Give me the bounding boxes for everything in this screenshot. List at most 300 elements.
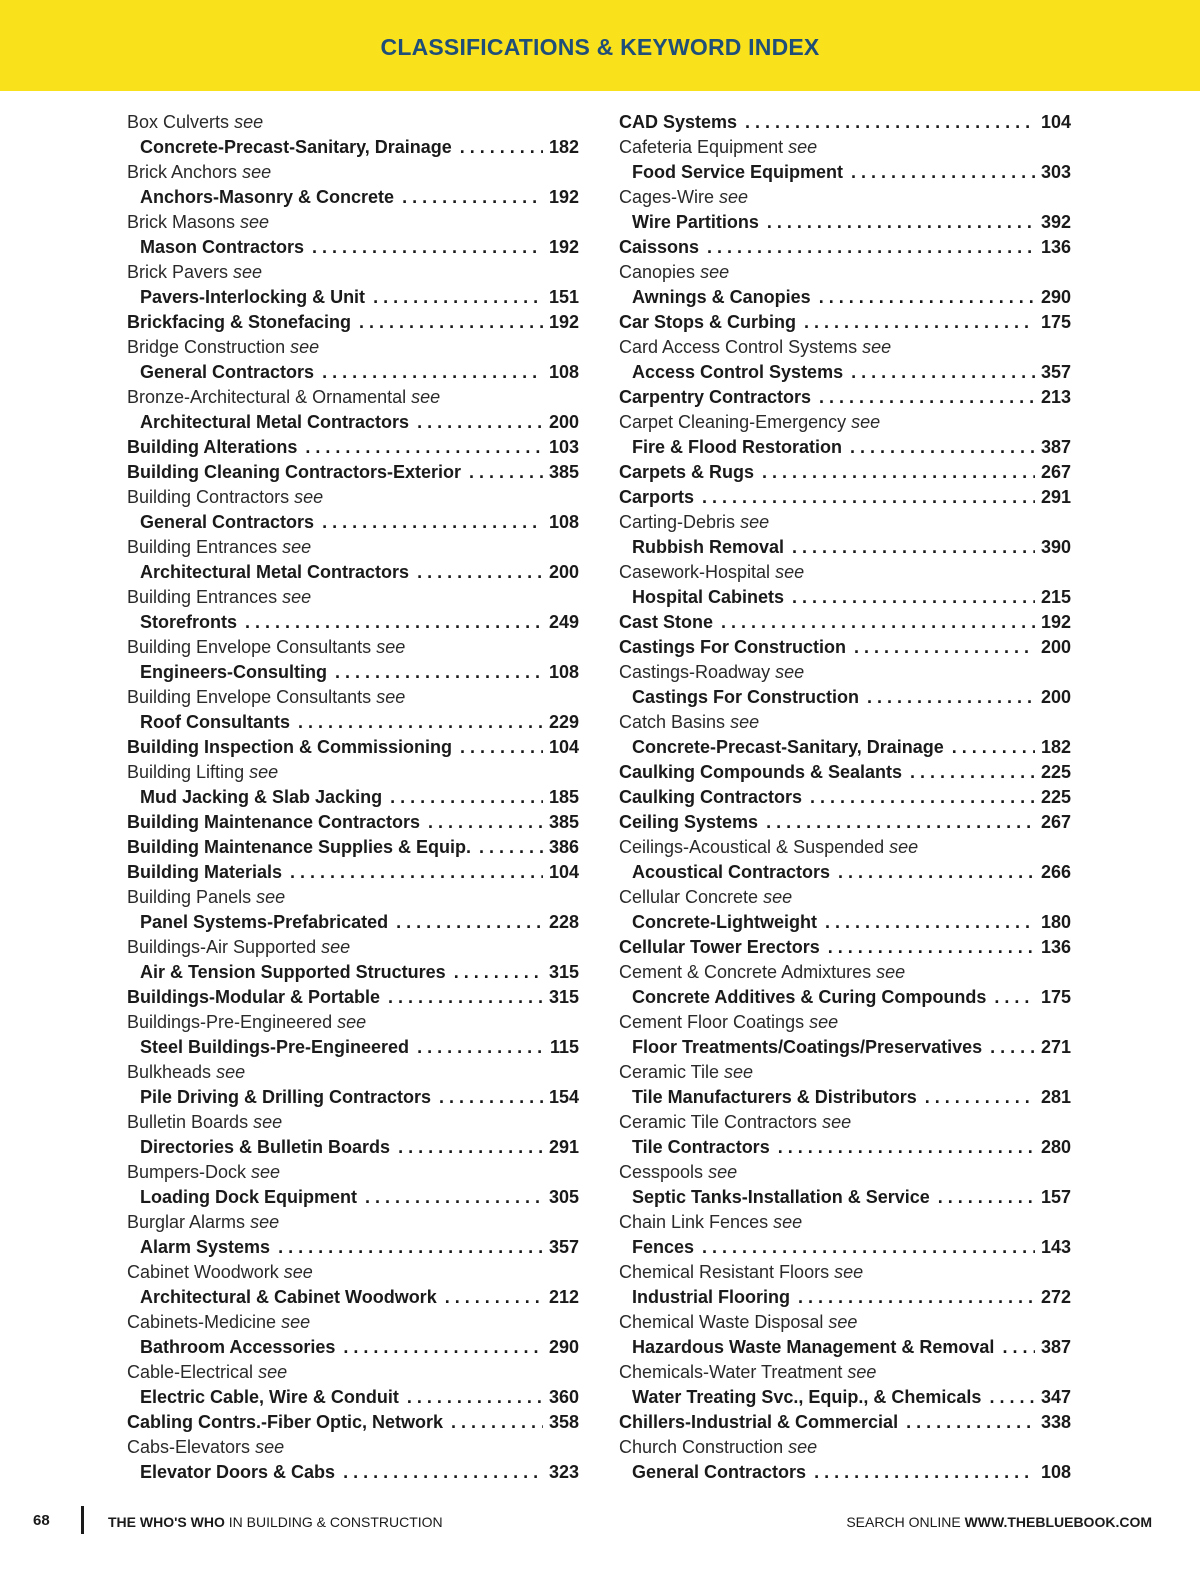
- entry-page-number: 104: [548, 737, 579, 757]
- entry-page-number: 154: [548, 1087, 579, 1107]
- entry-classification: Architectural Metal Contractors: [140, 412, 410, 432]
- website-link[interactable]: WWW.THEBLUEBOOK.COM: [964, 1514, 1152, 1530]
- index-see-reference: [619, 1110, 1071, 1135]
- see-term: Ceramic Tile Contractors: [619, 1112, 818, 1132]
- index-entry: [127, 710, 579, 735]
- entry-page-number: 225: [1040, 762, 1071, 782]
- entry-page-number: 180: [1040, 912, 1071, 932]
- index-entry: [619, 1035, 1071, 1060]
- index-entry: [619, 1085, 1071, 1110]
- see-term: Ceilings-Acoustical & Suspended: [619, 837, 885, 857]
- see-word: see: [376, 687, 406, 707]
- see-term: Chemicals-Water Treatment: [619, 1362, 843, 1382]
- entry-classification: Cabling Contrs.-Fiber Optic, Network: [127, 1412, 444, 1432]
- index-see-reference: [127, 535, 579, 560]
- entry-page-number: 385: [548, 812, 579, 832]
- entry-classification: Carpentry Contractors: [619, 387, 812, 407]
- dot-leader: [694, 485, 1035, 510]
- index-entry: [619, 635, 1071, 660]
- index-entry: [619, 1460, 1071, 1485]
- index-entry: [127, 1410, 579, 1435]
- entry-page-number: 200: [548, 412, 579, 432]
- page-title: CLASSIFICATIONS & KEYWORD INDEX: [380, 34, 820, 60]
- index-see-reference: [619, 1160, 1071, 1185]
- index-see-reference: [127, 1110, 579, 1135]
- index-entry: [619, 310, 1071, 335]
- dot-leader: [314, 360, 543, 385]
- publication-name-bold: THE WHO'S WHO: [108, 1514, 225, 1530]
- see-term: Ceramic Tile: [619, 1062, 720, 1082]
- dot-leader: [898, 1410, 1035, 1435]
- entry-page-number: 104: [1040, 112, 1071, 132]
- see-word: see: [775, 562, 805, 582]
- see-word: see: [294, 487, 324, 507]
- entry-classification: Carports: [619, 487, 695, 507]
- footer-divider: [81, 1506, 84, 1534]
- index-entry: [619, 385, 1071, 410]
- index-entry: [619, 285, 1071, 310]
- dot-leader: [784, 585, 1035, 610]
- entry-classification: Electric Cable, Wire & Conduit: [140, 1387, 399, 1407]
- see-term: Buildings-Pre-Engineered: [127, 1012, 333, 1032]
- see-term: Cabinets-Medicine: [127, 1312, 277, 1332]
- see-word: see: [411, 387, 441, 407]
- see-term: Cellular Concrete: [619, 887, 759, 907]
- see-term: Brick Masons: [127, 212, 236, 232]
- entry-classification: Engineers-Consulting: [140, 662, 328, 682]
- entry-classification: Panel Systems-Prefabricated: [140, 912, 389, 932]
- entry-classification: Anchors-Masonry & Concrete: [140, 187, 395, 207]
- index-entry: [127, 1135, 579, 1160]
- see-word: see: [775, 662, 805, 682]
- index-see-reference: [127, 485, 579, 510]
- index-entry: [127, 810, 579, 835]
- entry-classification: Building Maintenance Supplies & Equip.: [127, 837, 472, 857]
- entry-classification: General Contractors: [632, 1462, 807, 1482]
- dot-leader: [859, 685, 1035, 710]
- index-see-reference: [619, 1010, 1071, 1035]
- index-entry: [127, 835, 579, 860]
- entry-classification: Air & Tension Supported Structures: [140, 962, 446, 982]
- index-entry: [619, 435, 1071, 460]
- header-banner: [0, 0, 1200, 91]
- entry-classification: Caissons: [619, 237, 700, 257]
- entry-page-number: 315: [548, 962, 579, 982]
- index-see-reference: [619, 260, 1071, 285]
- see-word: see: [282, 587, 312, 607]
- see-term: Chain Link Fences: [619, 1212, 769, 1232]
- see-word: see: [242, 162, 272, 182]
- entry-classification: Rubbish Removal: [632, 537, 785, 557]
- index-see-reference: [619, 1360, 1071, 1385]
- entry-classification: Castings For Construction: [619, 637, 847, 657]
- see-word: see: [773, 1212, 803, 1232]
- see-term: Building Lifting: [127, 762, 245, 782]
- see-word: see: [876, 962, 906, 982]
- index-see-reference: [127, 1435, 579, 1460]
- entry-page-number: 157: [1040, 1187, 1071, 1207]
- dot-leader: [327, 660, 543, 685]
- see-word: see: [234, 112, 264, 132]
- see-word: see: [283, 1262, 313, 1282]
- see-term: Building Envelope Consultants: [127, 687, 372, 707]
- see-word: see: [249, 762, 279, 782]
- see-word: see: [258, 1362, 288, 1382]
- see-word: see: [730, 712, 760, 732]
- see-word: see: [822, 1112, 852, 1132]
- index-entry: [619, 610, 1071, 635]
- dot-leader: [420, 810, 543, 835]
- entry-page-number: 303: [1040, 162, 1071, 182]
- index-entry: [619, 235, 1071, 260]
- dot-leader: [802, 785, 1035, 810]
- entry-classification: Caulking Compounds & Sealants: [619, 762, 903, 782]
- see-term: Carting-Debris: [619, 512, 736, 532]
- dot-leader: [282, 860, 543, 885]
- entry-classification: Building Materials: [127, 862, 283, 882]
- entry-page-number: 104: [548, 862, 579, 882]
- see-word: see: [740, 512, 770, 532]
- index-entry: [619, 1185, 1071, 1210]
- index-see-reference: [619, 835, 1071, 860]
- entry-classification: Tile Contractors: [632, 1137, 770, 1157]
- entry-page-number: 108: [548, 362, 579, 382]
- index-see-reference: [127, 1060, 579, 1085]
- index-see-reference: [619, 1260, 1071, 1285]
- entry-page-number: 390: [1040, 537, 1071, 557]
- entry-page-number: 108: [1040, 1462, 1071, 1482]
- index-entry: [127, 410, 579, 435]
- entry-classification: Caulking Contractors: [619, 787, 803, 807]
- index-entry: [619, 810, 1071, 835]
- dot-leader: [409, 560, 543, 585]
- index-entry: [127, 285, 579, 310]
- see-word: see: [255, 1437, 285, 1457]
- dot-leader: [237, 610, 543, 635]
- entry-page-number: 200: [1040, 687, 1071, 707]
- entry-page-number: 305: [548, 1187, 579, 1207]
- index-entry: [619, 110, 1071, 135]
- entry-page-number: 143: [1040, 1237, 1071, 1257]
- index-entry: [619, 985, 1071, 1010]
- entry-classification: General Contractors: [140, 362, 315, 382]
- dot-leader: [335, 1460, 543, 1485]
- index-see-reference: [619, 335, 1071, 360]
- dot-leader: [930, 1185, 1035, 1210]
- index-see-reference: [127, 885, 579, 910]
- index-entry: [619, 485, 1071, 510]
- entry-page-number: 271: [1040, 1037, 1071, 1057]
- entry-page-number: 249: [548, 612, 579, 632]
- dot-leader: [452, 135, 543, 160]
- entry-classification: Buildings-Modular & Portable: [127, 987, 381, 1007]
- see-word: see: [719, 187, 749, 207]
- entry-classification: Architectural Metal Contractors: [140, 562, 410, 582]
- index-entry: [127, 135, 579, 160]
- dot-leader: [846, 635, 1035, 660]
- entry-classification: Chillers-Industrial & Commercial: [619, 1412, 899, 1432]
- see-term: Brick Anchors: [127, 162, 238, 182]
- entry-page-number: 291: [1040, 487, 1071, 507]
- index-entry: [619, 585, 1071, 610]
- entry-classification: Pavers-Interlocking & Unit: [140, 287, 366, 307]
- entry-classification: Mason Contractors: [140, 237, 305, 257]
- entry-page-number: 108: [548, 662, 579, 682]
- index-see-reference: [127, 1160, 579, 1185]
- entry-classification: Car Stops & Curbing: [619, 312, 797, 332]
- index-entry: [127, 310, 579, 335]
- see-word: see: [851, 412, 881, 432]
- page-number: 68: [33, 1512, 50, 1529]
- see-word: see: [233, 262, 263, 282]
- index-entry: [127, 1460, 579, 1485]
- dot-leader: [452, 735, 543, 760]
- index-see-reference: [619, 1310, 1071, 1335]
- index-entry: [619, 360, 1071, 385]
- dot-leader: [944, 735, 1035, 760]
- entry-page-number: 182: [1040, 737, 1071, 757]
- index-entry: [127, 460, 579, 485]
- index-entry: [127, 235, 579, 260]
- dot-leader: [790, 1285, 1035, 1310]
- entry-page-number: 212: [548, 1287, 579, 1307]
- dot-leader: [982, 1035, 1035, 1060]
- index-entry: [619, 460, 1071, 485]
- index-see-reference: [619, 1060, 1071, 1085]
- see-word: see: [256, 887, 286, 907]
- index-see-reference: [127, 110, 579, 135]
- index-entry: [127, 1185, 579, 1210]
- entry-page-number: 192: [548, 237, 579, 257]
- see-term: Cement Floor Coatings: [619, 1012, 805, 1032]
- entry-classification: Cellular Tower Erectors: [619, 937, 820, 957]
- see-word: see: [828, 1312, 858, 1332]
- publication-name: [108, 1514, 443, 1530]
- see-word: see: [321, 937, 351, 957]
- see-term: Cement & Concrete Admixtures: [619, 962, 872, 982]
- index-see-reference: [127, 935, 579, 960]
- entry-page-number: 290: [1040, 287, 1071, 307]
- search-online-label: SEARCH ONLINE: [846, 1514, 965, 1530]
- index-entry: [619, 760, 1071, 785]
- index-entry: [127, 860, 579, 885]
- dot-leader: [817, 910, 1035, 935]
- dot-leader: [394, 185, 543, 210]
- index-see-reference: [127, 335, 579, 360]
- entry-page-number: 175: [1040, 987, 1071, 1007]
- entry-page-number: 228: [548, 912, 579, 932]
- see-term: Cabinet Woodwork: [127, 1262, 279, 1282]
- see-term: Building Envelope Consultants: [127, 637, 372, 657]
- entry-page-number: 291: [548, 1137, 579, 1157]
- see-word: see: [281, 1312, 311, 1332]
- entry-page-number: 136: [1040, 937, 1071, 957]
- entry-page-number: 280: [1040, 1137, 1071, 1157]
- see-term: Brick Pavers: [127, 262, 229, 282]
- see-word: see: [250, 1212, 280, 1232]
- index-entry: [619, 860, 1071, 885]
- dot-leader: [758, 810, 1035, 835]
- entry-classification: Ceiling Systems: [619, 812, 759, 832]
- dot-leader: [443, 1410, 543, 1435]
- entry-page-number: 387: [1040, 437, 1071, 457]
- see-word: see: [724, 1062, 754, 1082]
- see-term: Chemical Waste Disposal: [619, 1312, 824, 1332]
- index-see-reference: [127, 1360, 579, 1385]
- entry-classification: Building Inspection & Commissioning: [127, 737, 453, 757]
- index-see-reference: [127, 1310, 579, 1335]
- index-see-reference: [127, 1010, 579, 1035]
- entry-classification: Building Cleaning Contractors-Exterior: [127, 462, 462, 482]
- entry-classification: Acoustical Contractors: [632, 862, 831, 882]
- index-entry: [127, 610, 579, 635]
- page-footer: [0, 1500, 1200, 1540]
- index-see-reference: [619, 660, 1071, 685]
- see-term: Buildings-Air Supported: [127, 937, 317, 957]
- entry-page-number: 323: [548, 1462, 579, 1482]
- see-term: Bulkheads: [127, 1062, 212, 1082]
- entry-classification: Bathroom Accessories: [140, 1337, 336, 1357]
- entry-classification: Pile Driving & Drilling Contractors: [140, 1087, 432, 1107]
- entry-classification: Elevator Doors & Cabs: [140, 1462, 336, 1482]
- index-entry: [619, 910, 1071, 935]
- entry-classification: Concrete-Precast-Sanitary, Drainage: [632, 737, 944, 757]
- see-word: see: [700, 262, 730, 282]
- see-word: see: [763, 887, 793, 907]
- entry-classification: Fences: [632, 1237, 695, 1257]
- entry-page-number: 115: [549, 1037, 579, 1057]
- see-word: see: [708, 1162, 738, 1182]
- index-entry: [127, 985, 579, 1010]
- dot-leader: [431, 1085, 543, 1110]
- dot-leader: [409, 410, 543, 435]
- index-entry: [127, 360, 579, 385]
- dot-leader: [811, 285, 1035, 310]
- entry-page-number: 192: [548, 187, 579, 207]
- see-term: Cesspools: [619, 1162, 704, 1182]
- dot-leader: [399, 1385, 543, 1410]
- dot-leader: [784, 535, 1035, 560]
- dot-leader: [446, 960, 543, 985]
- entry-classification: Access Control Systems: [632, 362, 844, 382]
- index-entry: [619, 1335, 1071, 1360]
- see-term: Cages-Wire: [619, 187, 715, 207]
- see-word: see: [862, 337, 892, 357]
- index-entry: [127, 735, 579, 760]
- see-word: see: [290, 337, 320, 357]
- see-term: Bulletin Boards: [127, 1112, 249, 1132]
- entry-page-number: 229: [548, 712, 579, 732]
- dot-leader: [461, 460, 543, 485]
- entry-classification: Roof Consultants: [140, 712, 290, 732]
- index-entry: [619, 160, 1071, 185]
- index-see-reference: [619, 960, 1071, 985]
- entry-page-number: 281: [1040, 1087, 1071, 1107]
- dot-leader: [365, 285, 543, 310]
- entry-classification: Food Service Equipment: [632, 162, 844, 182]
- dot-leader: [843, 360, 1035, 385]
- dot-leader: [357, 1185, 543, 1210]
- entry-classification: Septic Tanks-Installation & Service: [632, 1187, 930, 1207]
- dot-leader: [981, 1385, 1035, 1410]
- index-see-reference: [619, 885, 1071, 910]
- entry-classification: Awnings & Canopies: [632, 287, 811, 307]
- entry-page-number: 136: [1040, 237, 1071, 257]
- index-entry: [127, 910, 579, 935]
- index-see-reference: [619, 410, 1071, 435]
- entry-classification: Concrete-Lightweight: [632, 912, 817, 932]
- entry-page-number: 200: [1040, 637, 1071, 657]
- dot-leader: [699, 235, 1035, 260]
- entry-classification: Industrial Flooring: [632, 1287, 790, 1307]
- dot-leader: [382, 785, 543, 810]
- dot-leader: [830, 860, 1035, 885]
- entry-classification: Concrete Additives & Curing Compounds: [632, 987, 987, 1007]
- entry-classification: Directories & Bulletin Boards: [140, 1137, 391, 1157]
- see-word: see: [216, 1062, 246, 1082]
- dot-leader: [304, 235, 543, 260]
- index-entry: [127, 1335, 579, 1360]
- index-see-reference: [127, 1260, 579, 1285]
- see-word: see: [253, 1112, 283, 1132]
- entry-classification: Storefronts: [140, 612, 238, 632]
- dot-leader: [290, 710, 543, 735]
- entry-page-number: 357: [548, 1237, 579, 1257]
- entry-classification: Floor Treatments/Coatings/Preservatives: [632, 1037, 983, 1057]
- entry-page-number: 192: [548, 312, 579, 332]
- see-word: see: [889, 837, 919, 857]
- index-see-reference: [619, 135, 1071, 160]
- index-entry: [127, 560, 579, 585]
- index-entry: [127, 435, 579, 460]
- dot-leader: [409, 1035, 544, 1060]
- see-term: Bronze-Architectural & Ornamental: [127, 387, 407, 407]
- see-term: Casework-Hospital: [619, 562, 771, 582]
- dot-leader: [713, 610, 1035, 635]
- dot-leader: [297, 435, 543, 460]
- index-see-reference: [619, 710, 1071, 735]
- see-term: Carpet Cleaning-Emergency: [619, 412, 847, 432]
- dot-leader: [902, 760, 1035, 785]
- entry-page-number: 267: [1040, 462, 1071, 482]
- see-word: see: [282, 537, 312, 557]
- entry-page-number: 266: [1040, 862, 1071, 882]
- entry-classification: Carpets & Rugs: [619, 462, 755, 482]
- index-entry: [619, 210, 1071, 235]
- index-see-reference: [127, 385, 579, 410]
- see-term: Chemical Resistant Floors: [619, 1262, 830, 1282]
- entry-page-number: 347: [1040, 1387, 1071, 1407]
- dot-leader: [351, 310, 543, 335]
- dot-leader: [737, 110, 1035, 135]
- index-entry: [619, 1285, 1071, 1310]
- dot-leader: [843, 160, 1035, 185]
- index-see-reference: [127, 160, 579, 185]
- index-entry: [127, 960, 579, 985]
- entry-page-number: 225: [1040, 787, 1071, 807]
- dot-leader: [694, 1235, 1035, 1260]
- dot-leader: [820, 935, 1035, 960]
- entry-page-number: 315: [548, 987, 579, 1007]
- see-term: Canopies: [619, 262, 696, 282]
- index-see-reference: [127, 760, 579, 785]
- entry-page-number: 151: [548, 287, 579, 307]
- index-entry: [127, 1085, 579, 1110]
- entry-classification: Concrete-Precast-Sanitary, Drainage: [140, 137, 452, 157]
- entry-classification: Mud Jacking & Slab Jacking: [140, 787, 383, 807]
- dot-leader: [796, 310, 1035, 335]
- see-word: see: [809, 1012, 839, 1032]
